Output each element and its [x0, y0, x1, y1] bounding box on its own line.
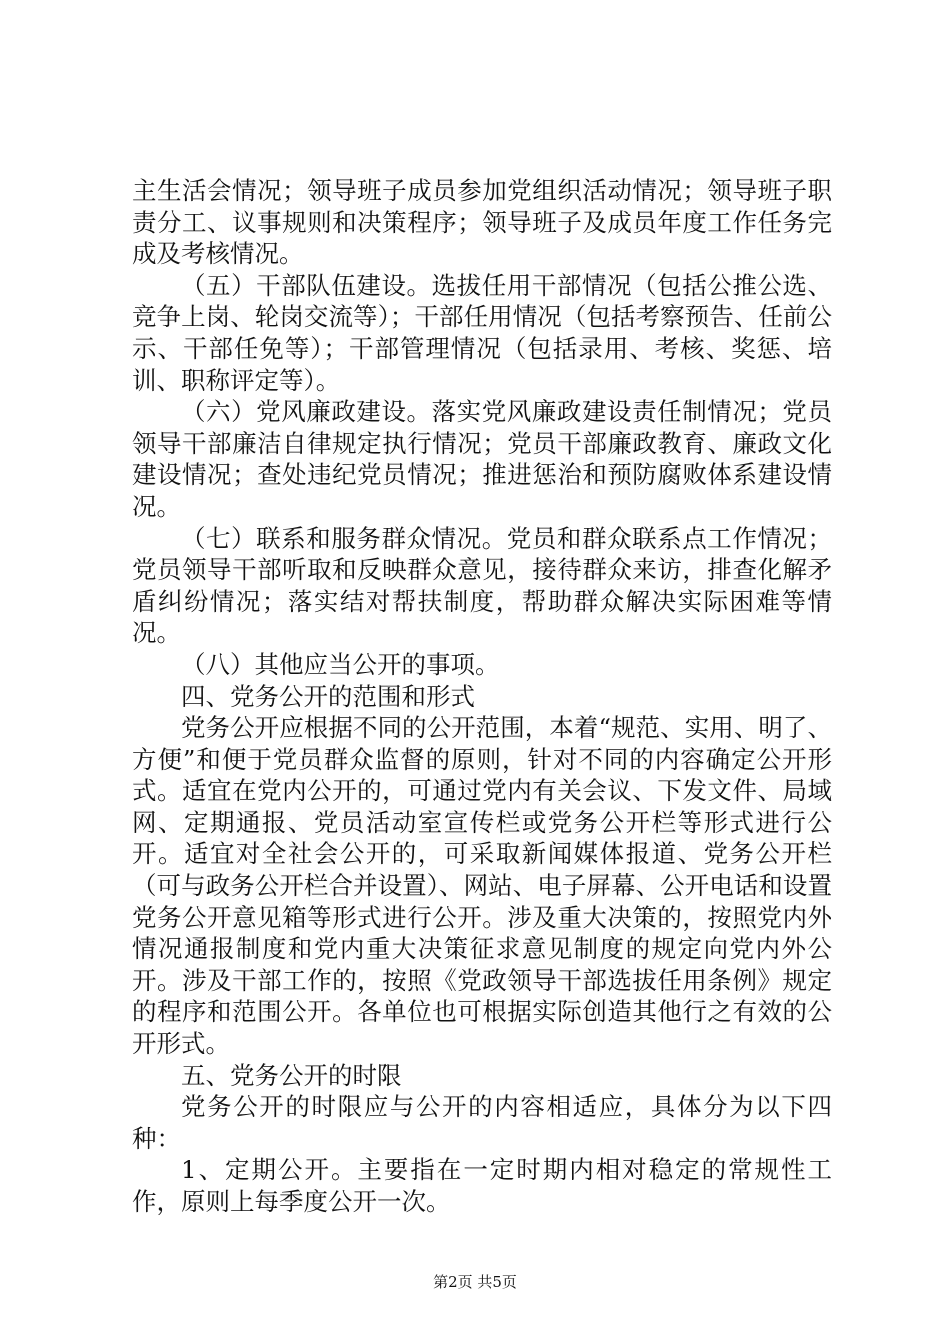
paragraph-scope-and-form: 党务公开应根据不同的公开范围，本着“规范、实用、明了、方便”和便于党员群众监督的原则，针对不同的内容确定公开形式。适宜在党内公开的，可通过党内有关会议、下发文件、局域网、定期通报、党员活动室宣传栏或党务公开栏等形式进行公开。适宜对全社会公开的，可采取新闻媒体报道、党务公开栏（可与政务公开栏合并设置）、网站、电子屏幕、公开电话和设置党务公开意见箱等形式进行公开。涉及重大决策的，按照党内外情况通报制度和党内重大决策征求意见制度的规定向党内外公开。涉及干部工作的，按照《党政领导干部选拔任用条例》规定的程序和范围公开。各单位也可根据实际创造其他行之有效的公开形式。: [132, 713, 832, 1059]
paragraph-time-limit: 党务公开的时限应与公开的内容相适应，具体分为以下四种：: [132, 1092, 832, 1153]
paragraph-periodic-disclosure: 1、定期公开。主要指在一定时期内相对稳定的常规性工作，原则上每季度公开一次。: [132, 1155, 832, 1216]
paragraph-other-matters: （八）其他应当公开的事项。: [181, 649, 500, 679]
paragraph-clean-governance: （六）党风廉政建设。落实党风廉政建设责任制情况；党员领导干部廉洁自律规定执行情况；党员干部廉政教育、廉政文化建设情况；查处违纪党员情况；推进惩治和预防腐败体系建设情况。: [132, 397, 832, 521]
section-heading-time-limit: 五、党务公开的时限: [181, 1060, 402, 1090]
paragraph-serving-masses: （七）联系和服务群众情况。党员和群众联系点工作情况；党员领导干部听取和反映群众意见，接待群众来访，排查化解矛盾纠纷情况；落实结对帮扶制度，帮助群众解决实际困难等情况。: [132, 523, 832, 648]
paragraph-leadership-continued: 主生活会情况；领导班子成员参加党组织活动情况；领导班子职责分工、议事规则和决策程序；领导班子及成员年度工作任务完成及考核情况。: [132, 176, 832, 269]
document-body: [132, 175, 832, 1218]
section-heading-scope-and-form: 四、党务公开的范围和形式: [181, 681, 475, 711]
paragraph-cadre-building: （五）干部队伍建设。选拔任用干部情况（包括公推公选、竞争上岗、轮岗交流等）；干部任用情况（包括考察预告、任前公示、干部任免等）；干部管理情况（包括录用、考核、奖惩、培训、职称评定等）。: [132, 270, 832, 395]
page-number-footer: 第2页 共5页: [433, 1273, 517, 1291]
